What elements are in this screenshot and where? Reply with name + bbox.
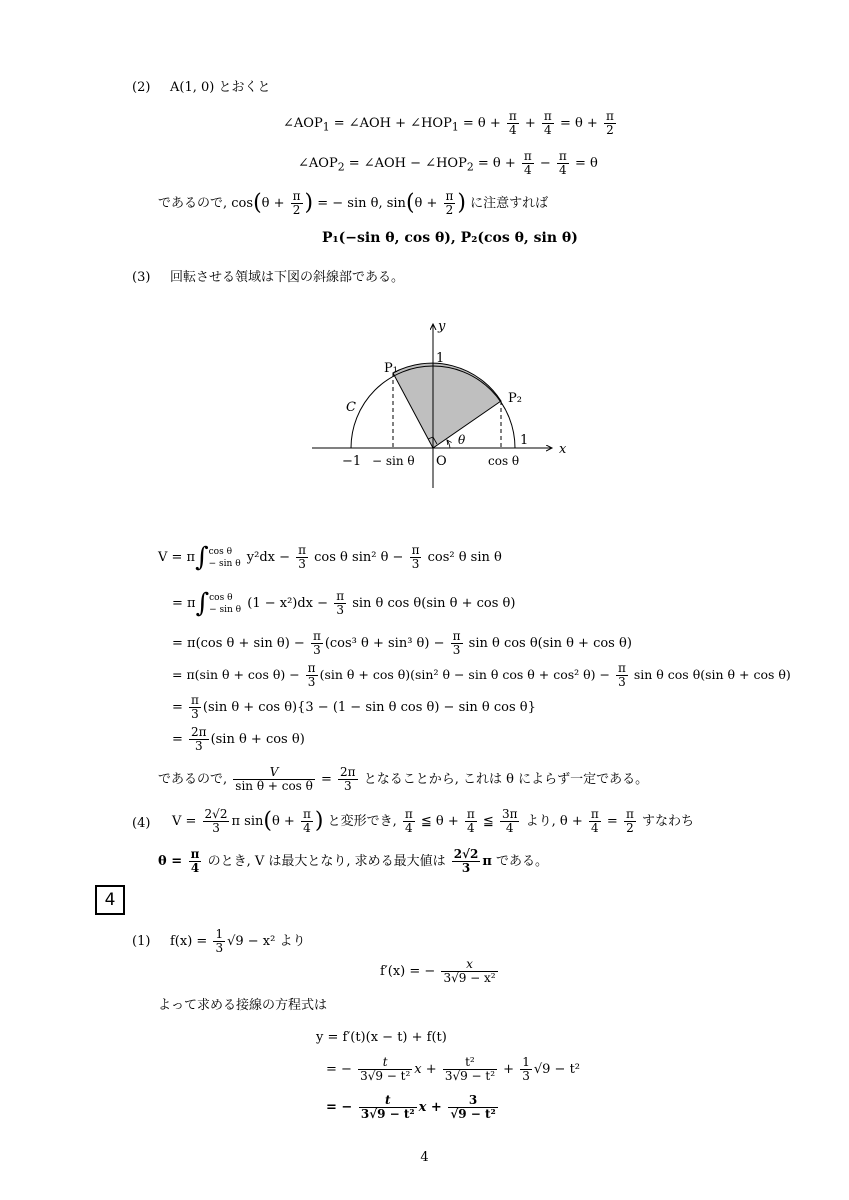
part4-line1: V = $\frac{2√2}{3}$ π sin(θ + $\frac{\pi}{4}$ ) と変形でき, $\frac{\pi}{4}$ ≦ θ + $\frac{\pi}{4}$ ≦ $\frac{3\pi}{4}$ より, θ + $\frac{\pi}{4}$ = $\frac{\pi}{2}$ すなわち: [172, 807, 694, 835]
s4-fx: f(x) = $\frac{1}{3}$ √9 − x² より: [170, 927, 306, 955]
shaded-sector: [393, 363, 501, 448]
page-number: 4: [420, 1150, 429, 1165]
v-line4: = π(sin θ + cos θ) − $\frac{\pi}{3}$ (sin θ + cos θ)(sin² θ − sin θ cos θ + cos² θ) − $\frac{\pi}{3}$ sin θ cos θ(sin θ + cos θ): [172, 661, 791, 689]
label-minus1: −1: [342, 454, 362, 469]
part4-line2: θ = $\frac{\pi}{4}$ のとき, V は最大となり, 求める最大値は $\frac{2√2}{3}$ π である。: [158, 847, 549, 875]
s4-fprime: f′(x) = − $\frac{x}{\text{3√9 − x²}}$: [380, 957, 496, 985]
theta-arc: [447, 440, 450, 448]
s4-y-line: y = f′(t)(x − t) + f(t): [316, 1030, 447, 1045]
part3-number: (3): [132, 270, 151, 285]
label-theta: θ: [458, 433, 466, 447]
s4-y-line3: = − $\frac{t}{\text{3√9 − t²}}$ x + $\frac{3}{\text{√9 − t²}}$: [326, 1093, 496, 1121]
label-one-top: 1: [436, 351, 445, 366]
label-x: x: [559, 442, 567, 457]
eq-aop2: $\angle AOP_2$ = ∠AOH − $\angle HOP_2 = \theta$ + $\frac{\pi}{4}$ − $\frac{\pi}{4}$ = θ: [298, 149, 598, 177]
v-line5: = $\frac{\pi}{3}$ (sin θ + cos θ){3 − (1 − sin θ cos θ) − sin θ cos θ}: [172, 693, 536, 721]
s4-y-line2: = − $\frac{t}{\text{3√9 − t²}}$ x + $\frac{\text{t²}}{\text{3√9 − t²}}$ + $\frac{1}{3}$ √9 − t²: [326, 1055, 581, 1083]
part2-number: (2): [132, 80, 151, 95]
label-cos: cos θ: [488, 454, 520, 468]
part2-intro: A(1, 0) とおくと: [170, 80, 271, 95]
v-conclusion: であるので, $\frac{V}{\text{sin θ + cos θ}}$ = $\frac{2\pi}{3}$ となることから, これは θ によらず一定である。: [158, 765, 649, 793]
v-line2: = π∫ cos θ − sin θ (1 − x²)dx − $\frac{\pi}{3}$ sin θ cos θ(sin θ + cos θ): [172, 588, 516, 619]
v-line6: = $\frac{2\pi}{3}$ (sin θ + cos θ): [172, 725, 305, 753]
part2-result: P₁(−sin θ, cos θ), P₂(cos θ, sin θ): [322, 230, 578, 246]
eq-aop1: $\angle AOP_1$ = ∠AOH + $\angle HOP_1 = \theta$ + $\frac{\pi}{4}$ + $\frac{\pi}{4}$ = θ + $\frac{\pi}{2}$: [283, 109, 614, 137]
s4-tangent-intro: よって求める接線の方程式は: [158, 998, 328, 1013]
cos-sin-identity: であるので, cos(θ + $\frac{\pi}{2}$ ) = − sin θ, sin(θ + $\frac{\pi}{2}$ ) に注意すれば: [158, 189, 549, 217]
label-y: y: [438, 319, 446, 334]
label-c: C: [346, 400, 356, 415]
label-minus-sin: − sin θ: [372, 454, 415, 468]
part4-number: (4): [132, 816, 151, 831]
s4-part1-number: (1): [132, 934, 151, 949]
label-p1: P₁: [384, 361, 398, 376]
rotation-region-figure: [300, 310, 580, 500]
v-line1: V = π∫ cos θ − sin θ y²dx − $\frac{\pi}{3}$ cos θ sin² θ − $\frac{\pi}{3}$ cos² θ sin θ: [158, 542, 502, 573]
label-p2: P₂: [508, 391, 522, 406]
section-number-box: 4: [95, 885, 125, 915]
label-one-right: 1: [520, 433, 529, 448]
label-o: O: [436, 454, 447, 469]
v-line3: = π(cos θ + sin θ) − $\frac{\pi}{3}$ (cos³ θ + sin³ θ) − $\frac{\pi}{3}$ sin θ cos θ(sin θ + cos θ): [172, 629, 632, 657]
part3-intro: 回転させる領域は下図の斜線部である。: [170, 270, 405, 285]
